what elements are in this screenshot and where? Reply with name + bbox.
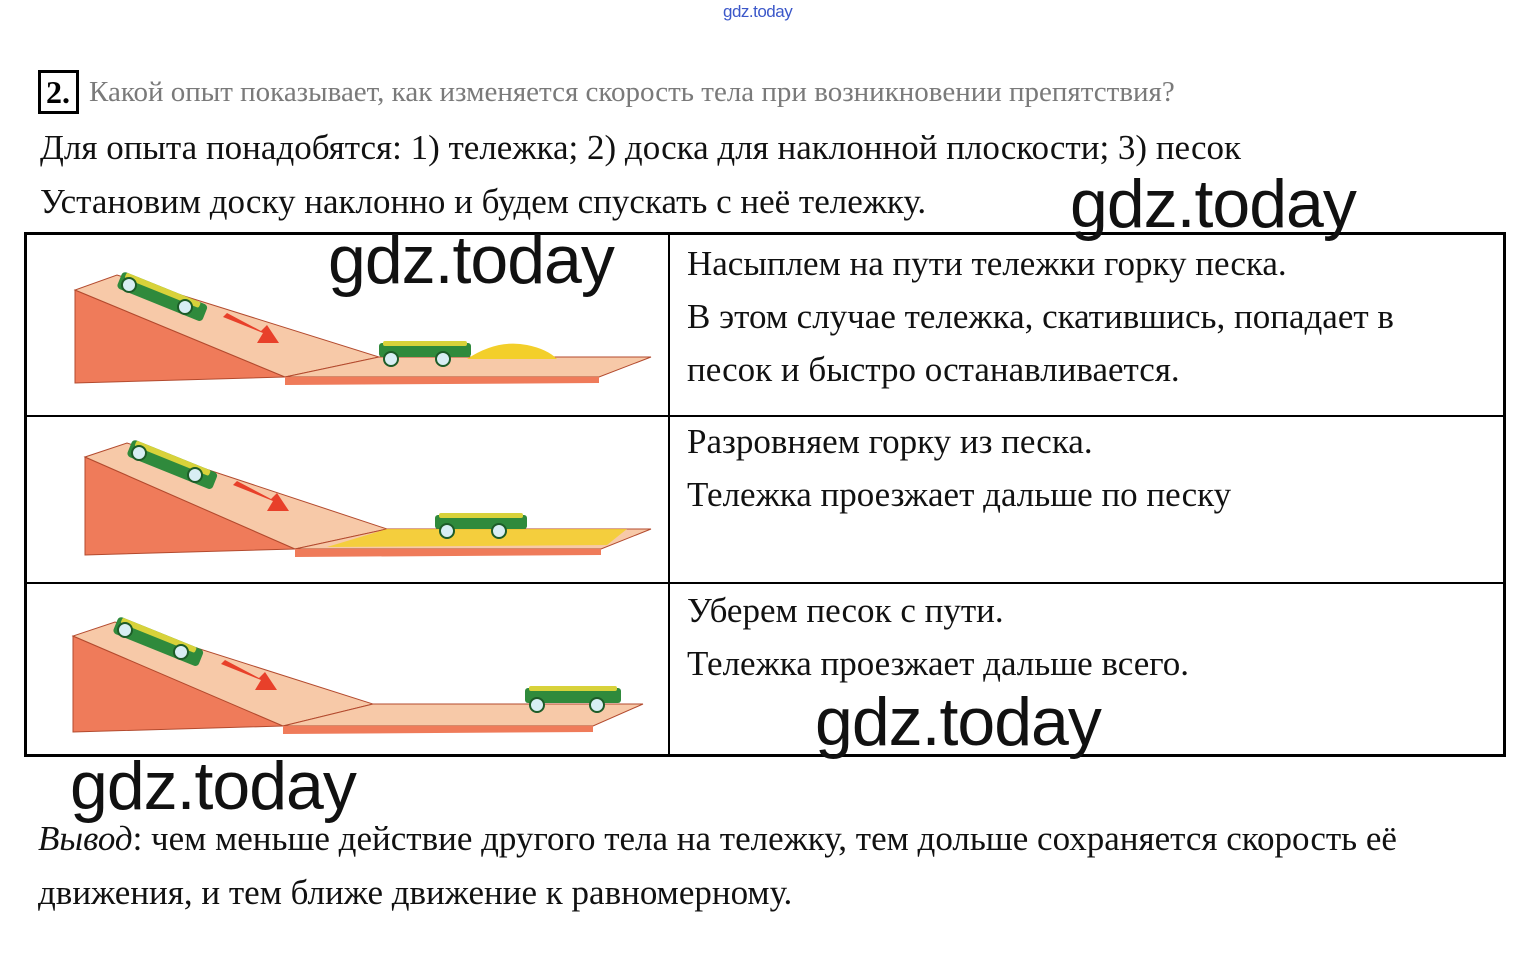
experiment-row-no-sand: [27, 584, 1503, 760]
task-number: 2.: [38, 70, 79, 114]
watermark: gdz.today: [1070, 166, 1356, 242]
experiment-row-sand-flat: [27, 417, 1503, 584]
floor-edge: [285, 377, 599, 385]
experiment-text-cell: [687, 237, 1493, 396]
watermark: gdz.today: [70, 748, 356, 824]
task-header: [38, 70, 1175, 114]
experiment-text-cell: [687, 415, 1493, 521]
experiments-table: [24, 232, 1506, 760]
experiment-line: Тележка проезжает дальше по песку: [687, 475, 1232, 514]
watermark: gdz.today: [815, 684, 1101, 760]
conclusion-label: Вывод: [38, 819, 133, 858]
experiment-line: Разровняем горку из песка.: [687, 422, 1093, 461]
site-tag: gdz.today: [723, 2, 793, 21]
task-question: Какой опыт показывает, как изменяется скорость тела при возникновении препятствия?: [89, 75, 1175, 108]
experiment-line: Тележка проезжает дальше всего.: [687, 644, 1189, 683]
experiment-line: Уберем песок с пути.: [687, 591, 1004, 630]
experiment-picture-cell: [27, 584, 670, 754]
intro-setup: Установим доску наклонно и будем спускать с неё тележку.: [40, 182, 927, 221]
floor-edge: [283, 726, 593, 734]
conclusion-text: : чем меньше действие другого тела на тележку, тем дольше сохраняется скорость её движения, и тем ближе движение к равномерному.: [38, 819, 1397, 912]
experiment-line: песок и быстро останавливается.: [687, 350, 1180, 389]
ramp-sand-flat-illustration: [27, 417, 667, 582]
experiment-line: Насыплем на пути тележки горку песка.: [687, 244, 1287, 283]
intro-materials: Для опыта понадобятся: 1) тележка; 2) доска для наклонной плоскости; 3) песок: [40, 128, 1242, 167]
experiment-line: В этом случае тележка, скатившись, попадает в: [687, 297, 1394, 336]
ramp-no-sand-illustration: [27, 584, 667, 752]
conclusion: [38, 812, 1438, 920]
sand-pile: [467, 344, 557, 359]
floor-edge: [295, 549, 601, 557]
watermark: gdz.today: [328, 222, 614, 298]
experiment-picture-cell: [27, 417, 670, 582]
experiment-text-cell: [687, 584, 1493, 690]
experiment-row-sand-pile: [27, 235, 1503, 417]
